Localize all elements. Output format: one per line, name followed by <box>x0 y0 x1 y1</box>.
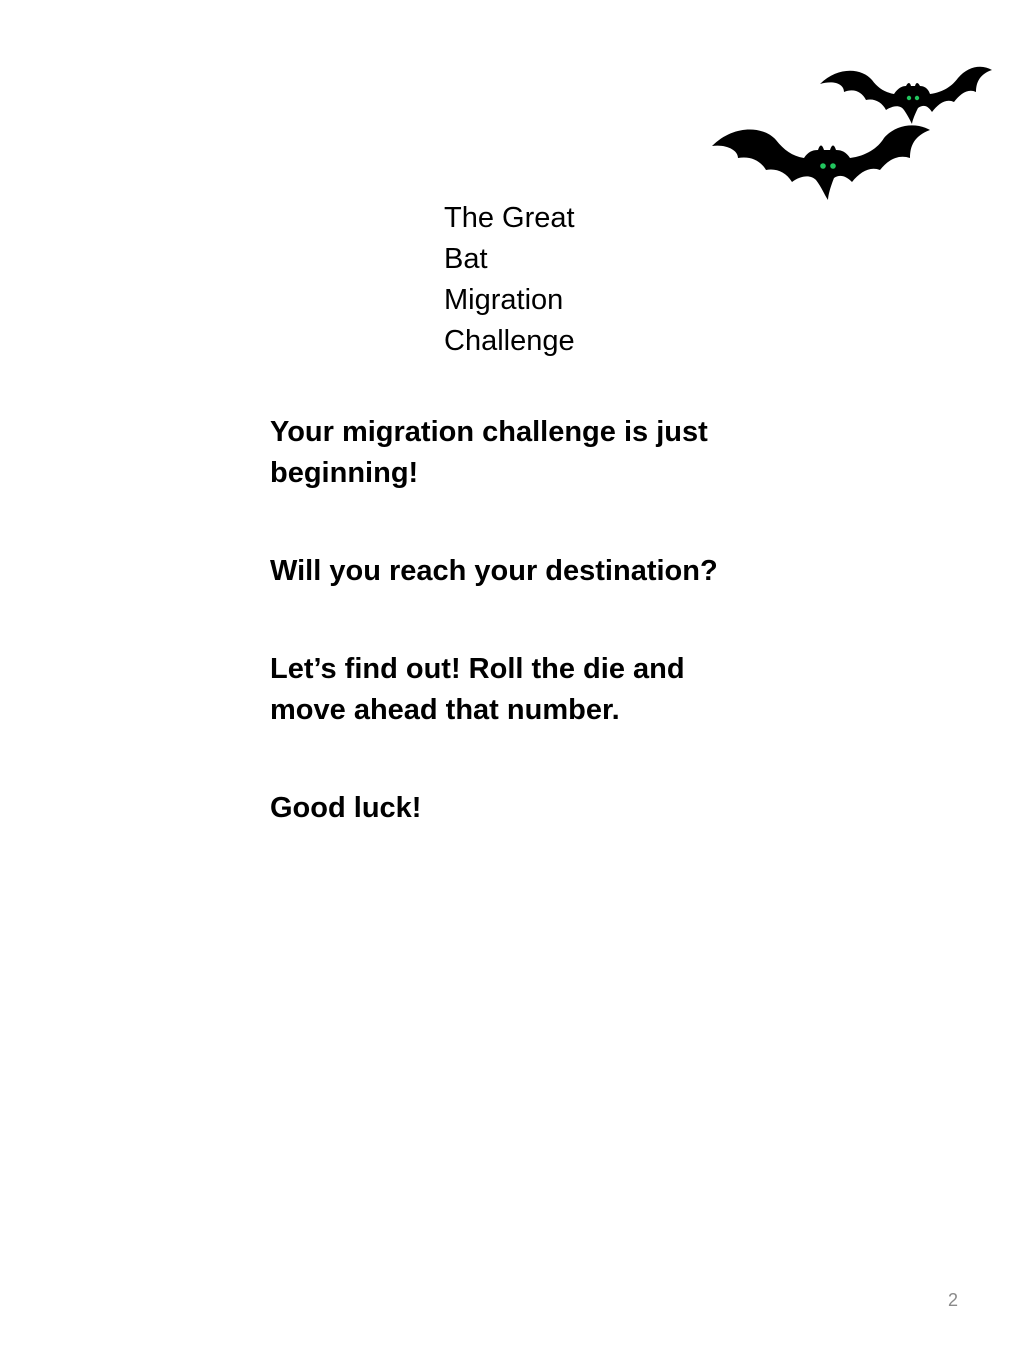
title-line: Challenge <box>444 325 575 357</box>
title-line: Migration <box>444 284 564 316</box>
slide-body <box>270 412 750 886</box>
bats-illustration <box>708 58 998 208</box>
title-line: Bat <box>444 243 488 275</box>
question-paragraph: Will you reach your destination? <box>270 555 718 587</box>
closing-paragraph: Good luck! <box>270 792 422 824</box>
intro-paragraph: Your migration challenge is just beginning! <box>270 416 708 489</box>
page-number: 2 <box>947 1290 958 1310</box>
instruction-paragraph: Let’s find out! Roll the die and move ahead that number. <box>270 653 685 726</box>
title-line: The Great <box>444 202 575 234</box>
slide-title <box>444 198 644 362</box>
bat-icon <box>820 67 992 124</box>
bat-icon <box>712 125 930 200</box>
